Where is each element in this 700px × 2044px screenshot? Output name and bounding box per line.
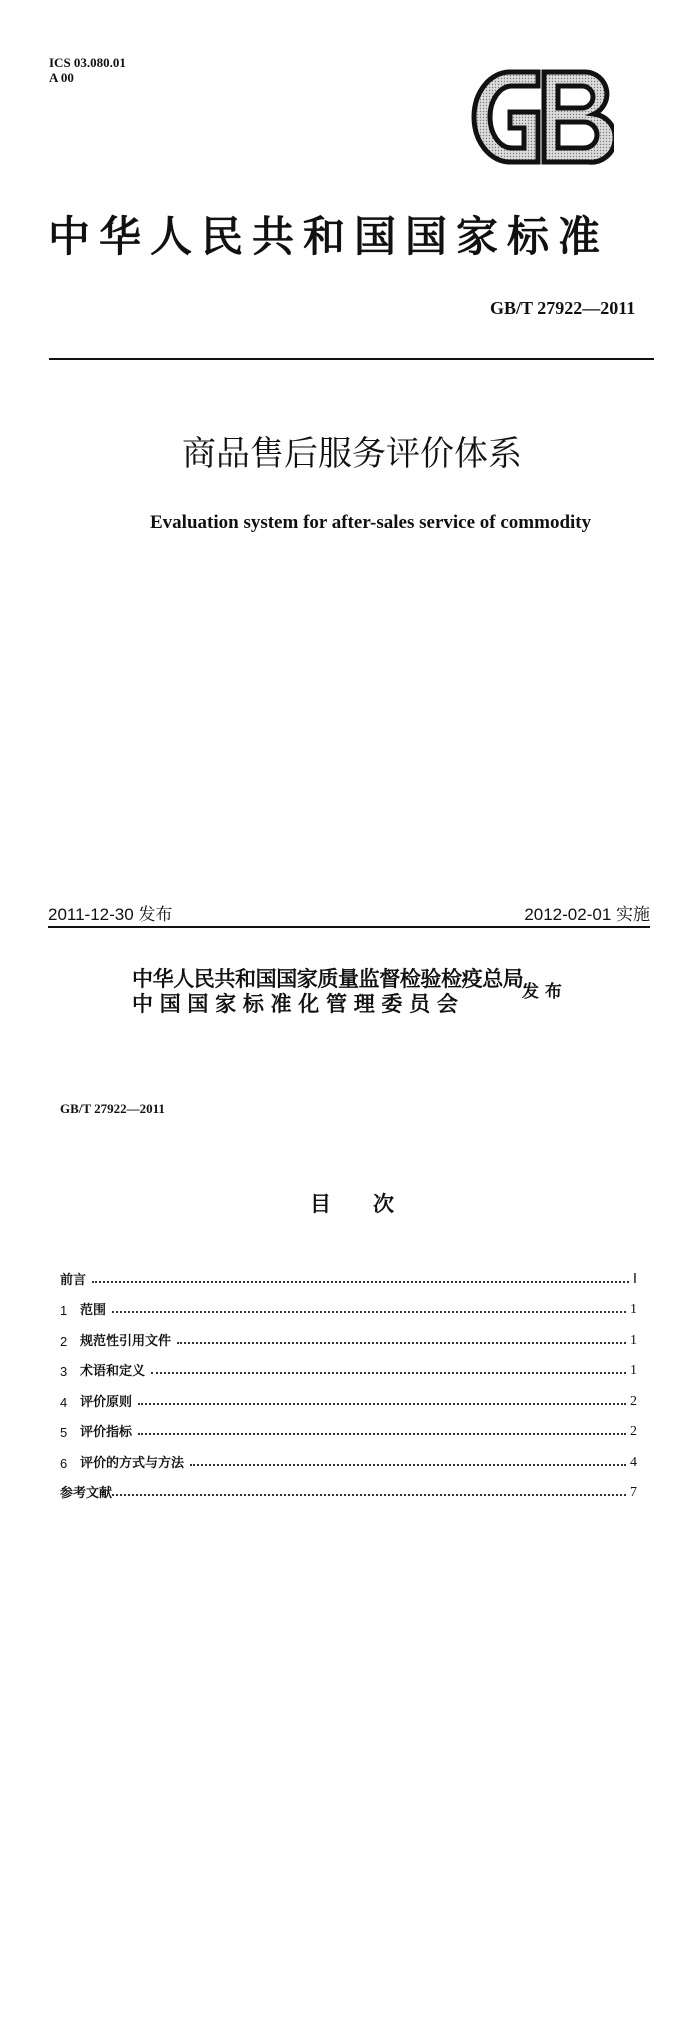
toc-entry-4[interactable] bbox=[60, 1390, 637, 1410]
toc-entry-foreword[interactable] bbox=[60, 1268, 637, 1288]
toc-num: 3 bbox=[60, 1364, 68, 1379]
issued-label: 发 布 bbox=[522, 982, 562, 1002]
page-header: GB/T 27922—2011 bbox=[60, 1101, 165, 1116]
toc-entry-6[interactable] bbox=[60, 1451, 637, 1471]
toc-num: 4 bbox=[60, 1395, 68, 1410]
toc-page: 7 bbox=[630, 1485, 637, 1500]
issue-date: 2011-12-30 发布 bbox=[48, 905, 173, 924]
toc-num: 2 bbox=[60, 1334, 68, 1349]
toc-title: 规范性引用文件 bbox=[80, 1334, 172, 1349]
toc-page: 4 bbox=[630, 1455, 637, 1470]
toc-page: 2 bbox=[630, 1394, 637, 1409]
title-zh: 商品售后服务评价体系 bbox=[182, 434, 522, 474]
standard-number: GB/T 27922—2011 bbox=[490, 298, 636, 318]
toc-title: 术语和定义 bbox=[80, 1364, 146, 1379]
toc-leader bbox=[151, 1372, 626, 1374]
toc-leader bbox=[177, 1342, 626, 1344]
toc-page: Ⅰ bbox=[632, 1272, 637, 1287]
toc-leader bbox=[190, 1464, 626, 1466]
toc-leader bbox=[138, 1403, 626, 1405]
toc-entry-references[interactable] bbox=[60, 1481, 637, 1501]
toc-page: 1 bbox=[630, 1363, 637, 1378]
issuer-sac: 中 国 国 家 标 准 化 管 理 委 员 会 bbox=[132, 992, 458, 1016]
toc-entry-3[interactable] bbox=[60, 1359, 637, 1379]
header-rule bbox=[49, 358, 654, 360]
toc-heading: 目 次 bbox=[310, 1192, 394, 1216]
gb-logo bbox=[470, 68, 614, 166]
toc-title: 评价原则 bbox=[80, 1395, 133, 1410]
toc-leader bbox=[112, 1311, 626, 1313]
toc-num: 5 bbox=[60, 1425, 68, 1440]
date-rule bbox=[48, 926, 650, 928]
national-standard-heading: 中华人民共和国国家标准 bbox=[48, 212, 610, 261]
issuer-aqsiq: 中华人民共和国国家质量监督检验检疫总局 bbox=[132, 967, 524, 991]
toc-title: 评价的方式与方法 bbox=[80, 1456, 185, 1471]
implement-date: 2012-02-01 实施 bbox=[524, 905, 650, 924]
toc-leader bbox=[138, 1433, 626, 1435]
toc-page: 2 bbox=[630, 1424, 637, 1439]
toc-title: 范围 bbox=[80, 1303, 107, 1318]
toc-title: 前言 bbox=[60, 1273, 87, 1288]
ccs-code: A 00 bbox=[49, 70, 74, 85]
title-en: Evaluation system for after-sales service of commodity bbox=[150, 512, 592, 533]
toc-page: 1 bbox=[630, 1302, 637, 1317]
toc-leader bbox=[92, 1281, 629, 1283]
toc-leader bbox=[112, 1494, 626, 1496]
ics-code: ICS 03.080.01 bbox=[49, 55, 126, 70]
toc-num: 6 bbox=[60, 1456, 68, 1471]
toc-entry-1[interactable] bbox=[60, 1298, 637, 1318]
toc-page: 1 bbox=[630, 1333, 637, 1348]
toc-entry-2[interactable] bbox=[60, 1329, 637, 1349]
toc-title: 参考文献 bbox=[60, 1486, 113, 1501]
toc-num: 1 bbox=[60, 1303, 68, 1318]
toc-title: 评价指标 bbox=[80, 1425, 133, 1440]
toc-entry-5[interactable] bbox=[60, 1420, 637, 1440]
